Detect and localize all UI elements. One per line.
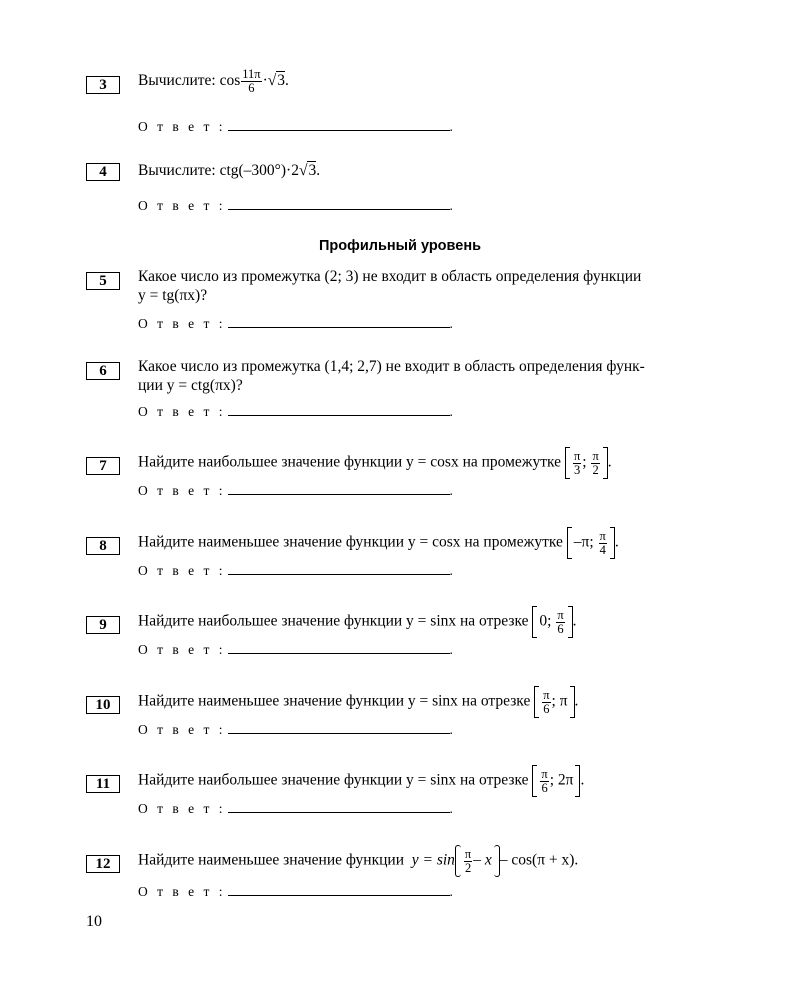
answer-field[interactable]: О т в е т : .	[138, 119, 453, 134]
answer-field[interactable]: О т в е т : .	[138, 198, 453, 213]
task-number: 3	[86, 76, 120, 94]
task-number: 6	[86, 362, 120, 380]
task-question: Вычислите: cos $\frac{11\pi}{6}$ ·√3.	[138, 67, 289, 95]
task-number: 7	[86, 457, 120, 475]
page-number: 10	[86, 913, 102, 930]
task-number: 9	[86, 616, 120, 634]
task-question: Найдите наибольшее значение функции y = cosx на промежутке $\frac{\pi}{3}$ ; $\frac{\pi}{2}$ .	[138, 447, 738, 479]
answer-field[interactable]: О т в е т : .	[138, 642, 453, 657]
task-question: Найдите наименьшее значение функции y = sin $\frac{\pi}{2}$ – x – cos(π + x).	[138, 845, 738, 877]
fraction: $\frac{11\pi}{6}$	[242, 67, 261, 95]
task-question: Вычислите: ctg(–300°)·2√3.	[138, 162, 321, 179]
answer-field[interactable]: О т в е т : .	[138, 563, 453, 578]
task-number: 11	[86, 775, 120, 793]
answer-field[interactable]: О т в е т : .	[138, 483, 453, 498]
section-title: Профильный уровень	[319, 238, 481, 254]
task-question: Какое число из промежутка (2; 3) не входит в область определения функции y = tg(πx)?	[138, 268, 642, 304]
task-question: Найдите наибольшее значение функции y = sinx на отрезке 0; $\frac{\pi}{6}$ .	[138, 606, 738, 638]
task-question: Найдите наибольшее значение функции y = sinx на отрезке $\frac{\pi}{6}$ ; 2π .	[138, 765, 738, 797]
task-number: 4	[86, 163, 120, 181]
task-question: Найдите наименьшее значение функции y = cosx на промежутке –π; $\frac{\pi}{4}$ .	[138, 527, 738, 559]
task-number: 12	[86, 855, 120, 873]
task-question: Найдите наименьшее значение функции y = sinx на отрезке $\frac{\pi}{6}$ ; π .	[138, 686, 738, 718]
task-number: 10	[86, 696, 120, 714]
task-number: 8	[86, 537, 120, 555]
task-number: 5	[86, 272, 120, 290]
task-question: Какое число из промежутка (1,4; 2,7) не входит в область определения функ- ции y = ctg(πx)?	[138, 358, 645, 394]
answer-field[interactable]: О т в е т : .	[138, 722, 453, 737]
answer-field[interactable]: О т в е т : .	[138, 801, 453, 816]
answer-field[interactable]: О т в е т : .	[138, 884, 453, 899]
answer-field[interactable]: О т в е т : .	[138, 404, 453, 419]
answer-field[interactable]: О т в е т : .	[138, 316, 453, 331]
